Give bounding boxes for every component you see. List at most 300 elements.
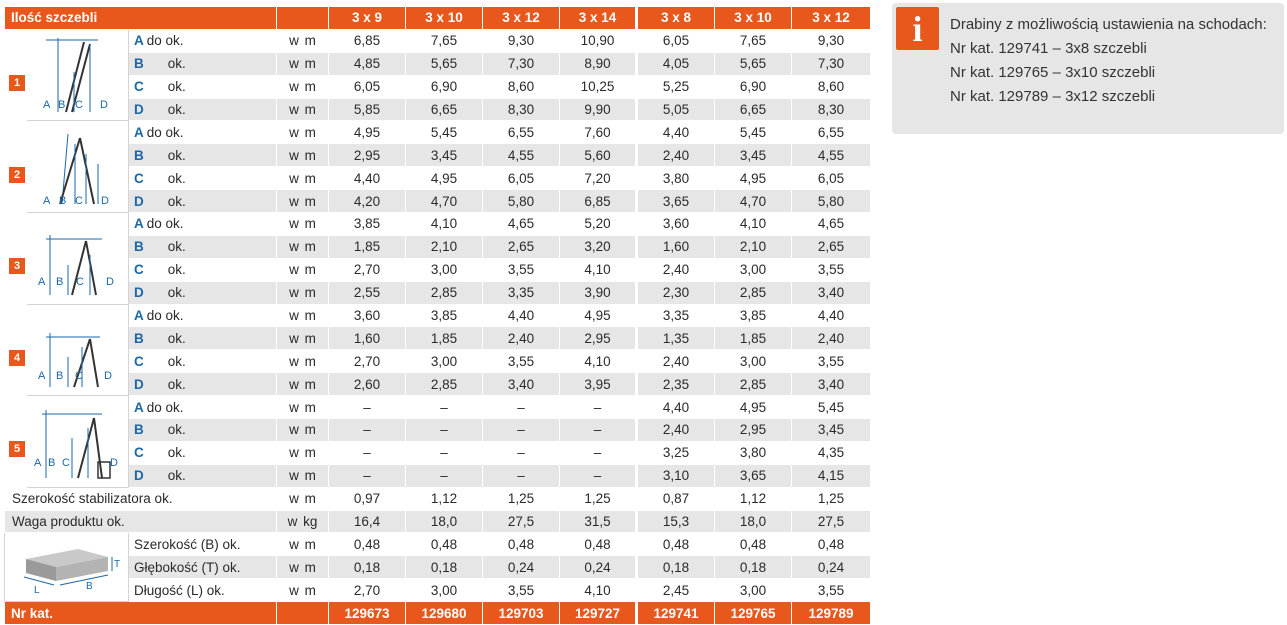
dimension-label: ok. [167, 239, 186, 255]
value-cell: 2,65 [792, 235, 871, 258]
header-row [5, 7, 871, 30]
value-cell: – [406, 396, 483, 419]
figure-letter: C [61, 457, 70, 470]
value-cell: 31,5 [560, 510, 637, 533]
value-cell: 4,40 [637, 121, 715, 144]
dimension-label: do ok. [146, 124, 184, 140]
value-cell: 2,10 [406, 235, 483, 258]
value-cell: 4,95 [715, 167, 792, 190]
row-label [129, 419, 277, 442]
value-cell: 6,05 [637, 29, 715, 52]
dim-letter-b: B [85, 581, 93, 593]
value-cell: 5,80 [792, 190, 871, 213]
catalog-number: 129765 [715, 602, 792, 625]
config-row [5, 75, 871, 98]
value-cell: – [483, 464, 560, 487]
value-cell: 16,4 [329, 510, 406, 533]
figure-letter: B [55, 369, 63, 382]
value-cell: 8,30 [483, 98, 560, 121]
config-row [5, 190, 871, 213]
value-cell: 3,00 [715, 579, 792, 602]
value-cell: 4,10 [715, 213, 792, 236]
value-cell: 6,55 [483, 121, 560, 144]
config-figure [27, 213, 129, 305]
catalog-number: 129741 [637, 602, 715, 625]
value-cell: 4,95 [406, 167, 483, 190]
value-cell: 2,85 [406, 373, 483, 396]
value-cell: 3,35 [483, 281, 560, 304]
footer-unit-cell [277, 602, 329, 625]
row-label [129, 258, 277, 281]
value-cell: 4,40 [792, 304, 871, 327]
value-cell: 0,48 [715, 533, 792, 556]
value-cell: 0,18 [329, 556, 406, 579]
value-cell: 2,10 [715, 235, 792, 258]
row-label [129, 396, 277, 419]
value-cell: – [406, 441, 483, 464]
value-cell: 2,35 [637, 373, 715, 396]
figure-letter: D [99, 99, 108, 112]
dimension-letter: A [134, 33, 144, 49]
value-cell: 6,05 [329, 75, 406, 98]
info-icon: i [896, 7, 939, 50]
value-cell: 15,3 [637, 510, 715, 533]
info-box [892, 3, 1284, 134]
footer-row [5, 602, 871, 625]
figure-letter: A [42, 99, 50, 112]
value-cell: 9,30 [483, 29, 560, 52]
info-line: Nr kat. 129765 – 3x10 szczebli [950, 64, 1156, 81]
config-row [5, 281, 871, 304]
dimension-letter: B [134, 147, 144, 163]
config-badge: 2 [9, 167, 25, 183]
dimension-label: ok. [167, 376, 186, 392]
value-cell: 0,24 [560, 556, 637, 579]
value-cell: 6,65 [406, 98, 483, 121]
value-cell: – [406, 464, 483, 487]
value-cell: 1,60 [329, 327, 406, 350]
value-cell: 5,45 [792, 396, 871, 419]
header-col: 3 x 12 [483, 7, 560, 30]
value-cell: 4,70 [715, 190, 792, 213]
dimension-label: ok. [167, 193, 186, 209]
config-row [5, 350, 871, 373]
figure-letter: D [105, 276, 114, 289]
dimension-letter: D [134, 102, 144, 117]
config-row [5, 304, 871, 327]
value-cell: 3,00 [406, 579, 483, 602]
value-cell: 5,05 [637, 98, 715, 121]
row-label [129, 281, 277, 304]
value-cell: 3,00 [406, 258, 483, 281]
value-cell: 0,48 [483, 533, 560, 556]
value-cell: 3,20 [560, 235, 637, 258]
unit-cell: w m [277, 213, 329, 236]
dimension-letter: C [134, 262, 144, 278]
value-cell: 3,55 [792, 350, 871, 373]
header-col: 3 x 10 [715, 7, 792, 30]
value-cell: 1,85 [406, 327, 483, 350]
value-cell: 5,20 [560, 213, 637, 236]
value-cell: 3,85 [406, 304, 483, 327]
value-cell: 27,5 [483, 510, 560, 533]
figure-letter: D [100, 194, 109, 207]
dimension-letter: B [134, 239, 144, 255]
value-cell: 4,65 [792, 213, 871, 236]
value-cell: 4,40 [483, 304, 560, 327]
catalog-number: 129680 [406, 602, 483, 625]
misc-label: Waga produktu ok. [5, 510, 277, 533]
catalog-number: 129673 [329, 602, 406, 625]
figure-letter: A [37, 369, 45, 382]
row-label [129, 167, 277, 190]
figure-letter: B [57, 99, 65, 112]
value-cell: 3,35 [637, 304, 715, 327]
spec-table-body [5, 7, 871, 625]
header-col: 3 x 9 [329, 7, 406, 30]
package-label: Długość (L) ok. [129, 579, 277, 602]
value-cell: 10,25 [560, 75, 637, 98]
dimension-letter: A [134, 124, 144, 140]
value-cell: 3,80 [637, 167, 715, 190]
value-cell: 9,90 [560, 98, 637, 121]
value-cell: 4,65 [483, 213, 560, 236]
dim-letter-l: L [33, 585, 40, 597]
value-cell: 3,60 [637, 213, 715, 236]
value-cell: 10,90 [560, 29, 637, 52]
row-label [129, 52, 277, 75]
unit-cell: w m [277, 396, 329, 419]
dimension-label: ok. [167, 79, 186, 95]
dimension-letter: A [134, 308, 144, 324]
row-label [129, 373, 277, 396]
config-row [5, 373, 871, 396]
value-cell: 2,70 [329, 350, 406, 373]
value-cell: 1,12 [406, 487, 483, 510]
value-cell: – [406, 419, 483, 442]
figure-letter: B [58, 194, 66, 207]
config-badge-cell [5, 396, 27, 488]
dimension-label: ok. [167, 353, 186, 369]
config-row [5, 464, 871, 487]
unit-cell: w m [277, 350, 329, 373]
dimension-letter: C [134, 445, 144, 461]
row-label [129, 327, 277, 350]
value-cell: 4,15 [792, 464, 871, 487]
figure-letter: B [47, 457, 55, 470]
header-col: 3 x 8 [637, 7, 715, 30]
value-cell: 3,40 [483, 373, 560, 396]
config-row [5, 144, 871, 167]
value-cell: 5,85 [329, 98, 406, 121]
value-cell: 2,70 [329, 258, 406, 281]
value-cell: 3,00 [406, 350, 483, 373]
unit-cell: w m [277, 235, 329, 258]
value-cell: 5,45 [406, 121, 483, 144]
value-cell: 3,85 [715, 304, 792, 327]
value-cell: – [560, 419, 637, 442]
value-cell: 4,70 [406, 190, 483, 213]
value-cell: 2,95 [560, 327, 637, 350]
value-cell: 0,97 [329, 487, 406, 510]
misc-row [5, 487, 871, 510]
config-badge: 3 [9, 258, 25, 274]
value-cell: 4,20 [329, 190, 406, 213]
value-cell: 8,60 [792, 75, 871, 98]
row-label [129, 75, 277, 98]
value-cell: 3,10 [637, 464, 715, 487]
row-label [129, 213, 277, 236]
ladder-figure-5 [28, 398, 128, 484]
value-cell: 3,55 [792, 579, 871, 602]
value-cell: 2,85 [406, 281, 483, 304]
value-cell: 7,30 [483, 52, 560, 75]
value-cell: 6,85 [560, 190, 637, 213]
value-cell: 7,65 [406, 29, 483, 52]
ladder-figure-4 [28, 307, 128, 393]
unit-cell: w m [277, 75, 329, 98]
value-cell: 2,55 [329, 281, 406, 304]
config-row [5, 396, 871, 419]
value-cell: 1,25 [560, 487, 637, 510]
value-cell: 4,40 [637, 396, 715, 419]
row-label [129, 304, 277, 327]
header-col: 3 x 10 [406, 7, 483, 30]
value-cell: 0,48 [637, 533, 715, 556]
dimension-label: ok. [167, 147, 186, 163]
value-cell: 6,05 [483, 167, 560, 190]
package-box-icon [12, 537, 122, 597]
value-cell: – [560, 441, 637, 464]
value-cell: 7,30 [792, 52, 871, 75]
dimension-letter: A [134, 216, 144, 232]
value-cell: 6,55 [792, 121, 871, 144]
value-cell: 1,85 [329, 235, 406, 258]
value-cell: 5,80 [483, 190, 560, 213]
config-figure [27, 304, 129, 396]
value-cell: – [560, 464, 637, 487]
dimension-label: do ok. [146, 216, 184, 232]
unit-cell: w m [277, 258, 329, 281]
unit-cell: w m [277, 121, 329, 144]
info-text [950, 15, 1280, 111]
config-row [5, 167, 871, 190]
dimension-letter: D [134, 468, 144, 484]
config-row [5, 121, 871, 144]
figure-letter: C [74, 194, 83, 207]
unit-cell: w m [277, 441, 329, 464]
value-cell: 2,40 [637, 419, 715, 442]
value-cell: 2,65 [483, 235, 560, 258]
row-label [129, 464, 277, 487]
dimension-letter: D [134, 193, 144, 209]
value-cell: 5,65 [406, 52, 483, 75]
row-label [129, 235, 277, 258]
value-cell: 3,65 [715, 464, 792, 487]
figure-letter: A [42, 194, 50, 207]
value-cell: 3,45 [792, 419, 871, 442]
dimension-label: ok. [167, 330, 186, 346]
unit-cell: w m [277, 464, 329, 487]
value-cell: 9,30 [792, 29, 871, 52]
dimension-letter: C [134, 170, 144, 186]
value-cell: 2,95 [715, 419, 792, 442]
value-cell: 6,90 [715, 75, 792, 98]
config-row [5, 441, 871, 464]
dim-letter-t: T [113, 559, 120, 571]
unit-cell: w m [277, 52, 329, 75]
footer-label: Nr kat. [5, 602, 277, 625]
package-row [5, 556, 871, 579]
value-cell: 4,10 [560, 579, 637, 602]
dimension-label: ok. [167, 102, 186, 117]
config-row [5, 419, 871, 442]
dimension-label: ok. [167, 468, 186, 484]
value-cell: 4,40 [329, 167, 406, 190]
dimension-letter: C [134, 353, 144, 369]
row-label [129, 29, 277, 52]
unit-cell: w m [277, 373, 329, 396]
value-cell: 2,40 [483, 327, 560, 350]
value-cell: 1,25 [792, 487, 871, 510]
value-cell: 8,60 [483, 75, 560, 98]
value-cell: 5,25 [637, 75, 715, 98]
value-cell: 3,00 [715, 258, 792, 281]
value-cell: 4,55 [792, 144, 871, 167]
dimension-label: ok. [167, 170, 186, 186]
value-cell: 4,55 [483, 144, 560, 167]
value-cell: 0,18 [637, 556, 715, 579]
value-cell: 18,0 [406, 510, 483, 533]
value-cell: – [560, 396, 637, 419]
value-cell: 0,48 [560, 533, 637, 556]
dimension-label: do ok. [146, 308, 184, 324]
config-badge: 5 [9, 441, 25, 457]
value-cell: 2,70 [329, 579, 406, 602]
value-cell: 3,55 [483, 258, 560, 281]
value-cell: 4,95 [560, 304, 637, 327]
value-cell: 3,65 [637, 190, 715, 213]
config-badge-cell [5, 213, 27, 305]
value-cell: 0,18 [715, 556, 792, 579]
value-cell: 2,85 [715, 281, 792, 304]
value-cell: 3,55 [483, 579, 560, 602]
package-row [5, 579, 871, 602]
value-cell: 4,85 [329, 52, 406, 75]
misc-row [5, 510, 871, 533]
row-label [129, 350, 277, 373]
value-cell: – [329, 419, 406, 442]
value-cell: 1,35 [637, 327, 715, 350]
dimension-label: ok. [167, 262, 186, 278]
config-row [5, 235, 871, 258]
value-cell: 3,55 [483, 350, 560, 373]
value-cell: – [483, 441, 560, 464]
config-row [5, 327, 871, 350]
figure-letter: B [55, 276, 63, 289]
value-cell: 18,0 [715, 510, 792, 533]
value-cell: 4,95 [715, 396, 792, 419]
dimension-label: ok. [167, 422, 186, 438]
value-cell: 2,40 [792, 327, 871, 350]
package-label: Szerokość (B) ok. [129, 533, 277, 556]
spec-table [4, 6, 871, 625]
ladder-figure-1 [28, 32, 128, 118]
value-cell: 4,10 [560, 350, 637, 373]
value-cell: 3,45 [715, 144, 792, 167]
figure-letter: A [33, 457, 41, 470]
value-cell: 6,65 [715, 98, 792, 121]
unit-cell: w m [277, 304, 329, 327]
value-cell: 7,20 [560, 167, 637, 190]
dimension-label: ok. [167, 56, 186, 72]
config-row [5, 258, 871, 281]
value-cell: 3,95 [560, 373, 637, 396]
value-cell: 0,48 [406, 533, 483, 556]
dimension-letter: D [134, 285, 144, 301]
value-cell: 2,85 [715, 373, 792, 396]
value-cell: 0,87 [637, 487, 715, 510]
figure-letter: D [103, 369, 112, 382]
value-cell: 5,60 [560, 144, 637, 167]
dimension-label: ok. [167, 445, 186, 461]
value-cell: 0,24 [792, 556, 871, 579]
value-cell: 4,10 [560, 258, 637, 281]
header-col: 3 x 12 [792, 7, 871, 30]
value-cell: 5,65 [715, 52, 792, 75]
package-label: Głębokość (T) ok. [129, 556, 277, 579]
config-badge-cell [5, 29, 27, 121]
dimension-letter: A [134, 399, 144, 415]
config-badge: 4 [9, 350, 25, 366]
row-label [129, 190, 277, 213]
unit-cell: w m [277, 29, 329, 52]
config-row [5, 213, 871, 236]
value-cell: 1,85 [715, 327, 792, 350]
value-cell: 3,85 [329, 213, 406, 236]
dimension-label: do ok. [146, 399, 184, 415]
config-badge-cell [5, 121, 27, 213]
value-cell: 1,12 [715, 487, 792, 510]
value-cell: – [329, 441, 406, 464]
unit-cell: w m [277, 579, 329, 602]
unit-cell: w m [277, 533, 329, 556]
catalog-number: 129789 [792, 602, 871, 625]
dimension-letter: B [134, 422, 144, 438]
row-label [129, 98, 277, 121]
value-cell: 4,95 [329, 121, 406, 144]
value-cell: – [483, 396, 560, 419]
value-cell: 5,45 [715, 121, 792, 144]
row-label [129, 121, 277, 144]
value-cell: 2,40 [637, 350, 715, 373]
dimension-label: do ok. [146, 33, 184, 49]
value-cell: 2,30 [637, 281, 715, 304]
package-figure [5, 533, 129, 602]
value-cell: 6,85 [329, 29, 406, 52]
value-cell: 1,25 [483, 487, 560, 510]
unit-cell: w m [277, 98, 329, 121]
info-line: Nr kat. 129741 – 3x8 szczebli [950, 40, 1147, 57]
dimension-label: ok. [167, 285, 186, 301]
value-cell: 3,00 [715, 350, 792, 373]
value-cell: 6,90 [406, 75, 483, 98]
value-cell: 3,40 [792, 373, 871, 396]
value-cell: 3,55 [792, 258, 871, 281]
info-line: Nr kat. 129789 – 3x12 szczebli [950, 88, 1156, 105]
catalog-number: 129727 [560, 602, 637, 625]
unit-cell: w m [277, 144, 329, 167]
